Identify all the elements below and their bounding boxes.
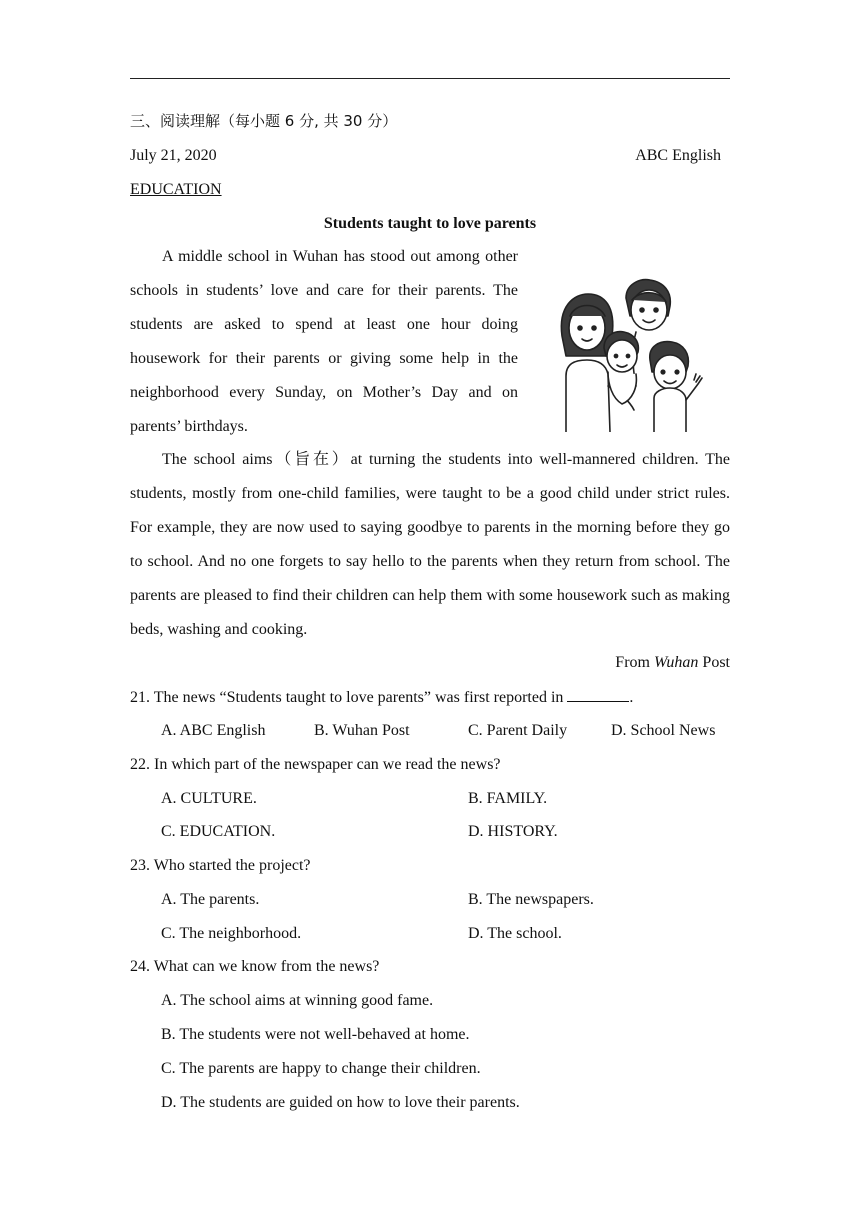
- family-illustration-icon: [552, 276, 704, 432]
- q22-option-a: A. CULTURE.: [161, 790, 257, 807]
- q22-option-b: B. FAMILY.: [468, 790, 548, 807]
- q23-option-a: A. The parents.: [161, 891, 260, 908]
- article-headline: Students taught to love parents: [323, 215, 537, 232]
- q21-option-b: B. Wuhan Post: [314, 722, 410, 739]
- q22-option-d: D. HISTORY.: [468, 823, 558, 840]
- q23-option-c: C. The neighborhood.: [161, 925, 302, 942]
- question-21: [130, 687, 633, 708]
- article-paragraph-1: A middle school in Wuhan has stood out among other schools in students’ love and care for their parents. The students are asked to spend at least one hour doing housework for their parents or giving some help in the neighborhood every Sunday, on Mother’s Day and on parents’ birthdays.: [130, 248, 518, 435]
- q21-option-d: D. School News: [611, 722, 716, 739]
- source-prefix: From: [615, 654, 654, 671]
- article-publication: ABC English: [635, 147, 721, 164]
- q24-option-d: D. The students are guided on how to love their parents.: [161, 1094, 520, 1111]
- question-21-text: 21. The news “Students taught to love parents” was first reported in: [130, 689, 564, 706]
- question-24: 24. What can we know from the news?: [130, 958, 380, 975]
- q23-option-b: B. The newspapers.: [468, 891, 594, 908]
- header-rule: [130, 78, 730, 79]
- article-date: July 21, 2020: [130, 147, 217, 164]
- source-italic: Wuhan: [653, 654, 699, 671]
- article-source: [615, 653, 730, 673]
- source-suffix: Post: [698, 654, 730, 671]
- article-paragraph-2: The school aims（旨在）at turning the students into well-mannered children. The students, mostly from one-child families, were taught to be a good child under strict rules. For example, they are now used to saying goodbye to parents in the morning before they go to school. And no one forgets to say hello to the parents when they return from school. The parents are pleased to find their children can help them with some housework such as making beds, washing and cooking.: [130, 451, 730, 638]
- q24-option-a: A. The school aims at winning good fame.: [161, 992, 434, 1009]
- answer-blank: [567, 687, 629, 702]
- q21-option-a: A. ABC English: [161, 722, 266, 739]
- q24-option-c: C. The parents are happy to change their children.: [161, 1060, 481, 1077]
- section-title: 三、阅读理解（每小题 6 分, 共 30 分）: [130, 112, 398, 130]
- question-21-suffix: .: [629, 689, 634, 706]
- q24-option-b: B. The students were not well-behaved at home.: [161, 1026, 470, 1043]
- article-category: EDUCATION: [130, 181, 222, 198]
- q22-option-c: C. EDUCATION.: [161, 823, 276, 840]
- q21-option-c: C. Parent Daily: [468, 722, 568, 739]
- question-22: 22. In which part of the newspaper can we read the news?: [130, 756, 501, 773]
- question-23: 23. Who started the project?: [130, 857, 311, 874]
- q23-option-d: D. The school.: [468, 925, 562, 942]
